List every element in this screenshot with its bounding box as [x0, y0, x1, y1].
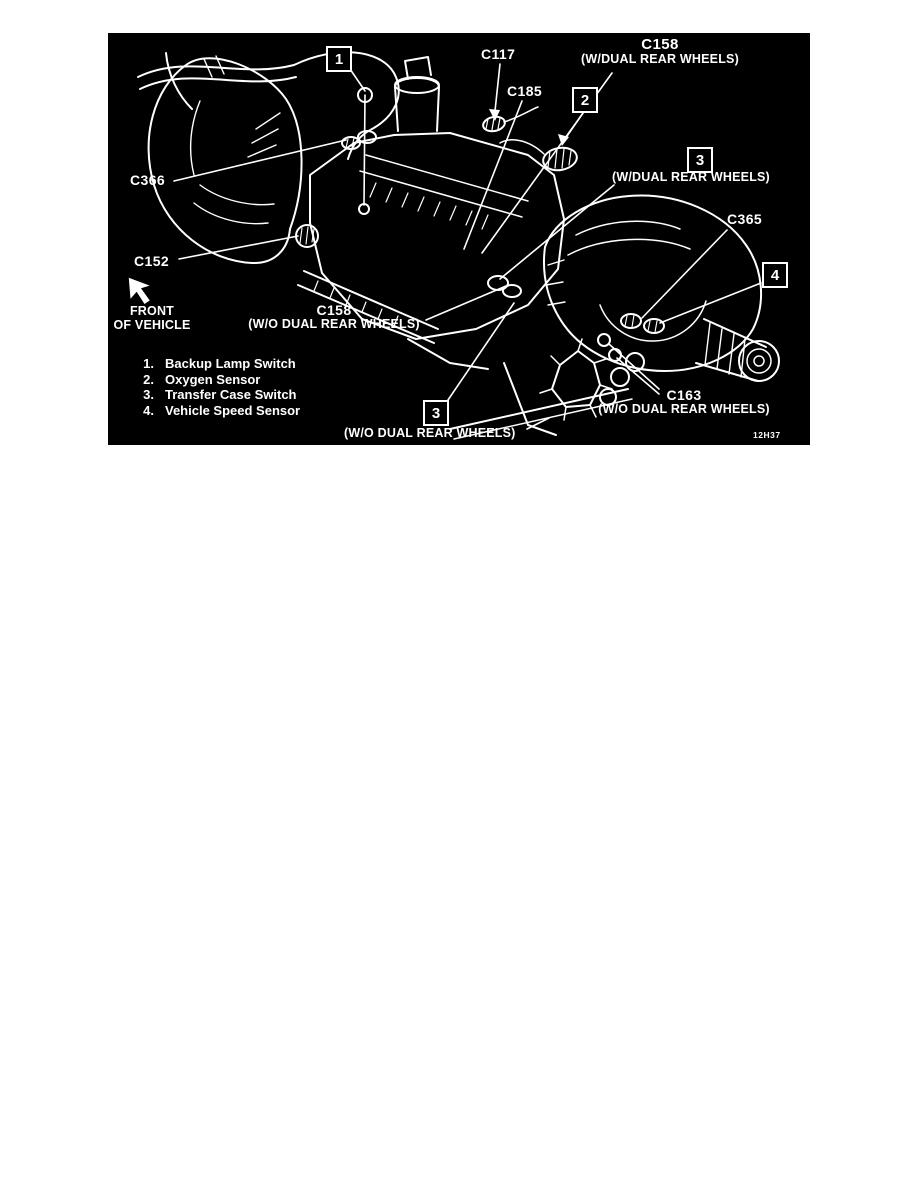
legend-row	[138, 356, 300, 372]
legend	[138, 356, 300, 418]
callout-box-1: 1	[326, 46, 352, 72]
c152-connector-shape	[296, 225, 318, 247]
legend-number: 3.	[143, 387, 154, 403]
legend-label: Transfer Case Switch	[165, 387, 297, 403]
connector-label-c158-single-id: C158	[316, 302, 352, 318]
legend-row	[138, 403, 300, 419]
front-of-vehicle-label-line2: OF VEHICLE	[113, 318, 191, 332]
callout-3-lower-qualifier: (W/O DUAL REAR WHEELS)	[344, 426, 516, 440]
connector-label-c163-id: C163	[666, 387, 702, 403]
connector-label-c185: C185	[507, 83, 543, 99]
callout-box-2: 2	[572, 87, 598, 113]
legend-number: 2.	[143, 371, 154, 387]
callout-box-3-upper: 3	[687, 147, 713, 173]
front-of-vehicle-label-line1: FRONT	[129, 304, 175, 318]
connector-label-c158-dual-id: C158	[641, 36, 679, 53]
oxygen-sensor-shape	[500, 140, 579, 173]
legend-label: Oxygen Sensor	[165, 371, 261, 387]
figure-panel	[108, 33, 810, 445]
legend-label: Vehicle Speed Sensor	[165, 402, 301, 418]
legend-row	[138, 387, 300, 403]
callout-box-3-lower: 3	[423, 400, 449, 426]
connector-label-c152: C152	[134, 253, 170, 269]
connector-label-c365: C365	[727, 211, 763, 227]
figure-code: 12H37	[753, 430, 781, 440]
callout-3-upper-qualifier: (W/DUAL REAR WHEELS)	[612, 170, 770, 184]
connector-label-c158-single-qualifier: (W/O DUAL REAR WHEELS)	[248, 316, 420, 331]
connector-label-c163-qualifier: (W/O DUAL REAR WHEELS)	[598, 401, 770, 416]
connector-label-c117: C117	[481, 46, 516, 62]
legend-label: Backup Lamp Switch	[165, 356, 296, 371]
connector-label-c163	[592, 388, 776, 416]
callout-box-4: 4	[762, 262, 788, 288]
front-of-vehicle-indicator	[108, 276, 196, 332]
connector-label-c158-dual	[568, 37, 752, 66]
legend-row	[138, 372, 300, 388]
legend-number: 4.	[143, 402, 154, 418]
connector-label-c366: C366	[130, 172, 166, 188]
front-of-vehicle-arrow-icon	[126, 276, 156, 304]
legend-number: 1.	[143, 356, 154, 371]
connector-label-c158-single	[242, 303, 426, 331]
connector-label-c158-dual-qualifier: (W/DUAL REAR WHEELS)	[581, 51, 739, 66]
